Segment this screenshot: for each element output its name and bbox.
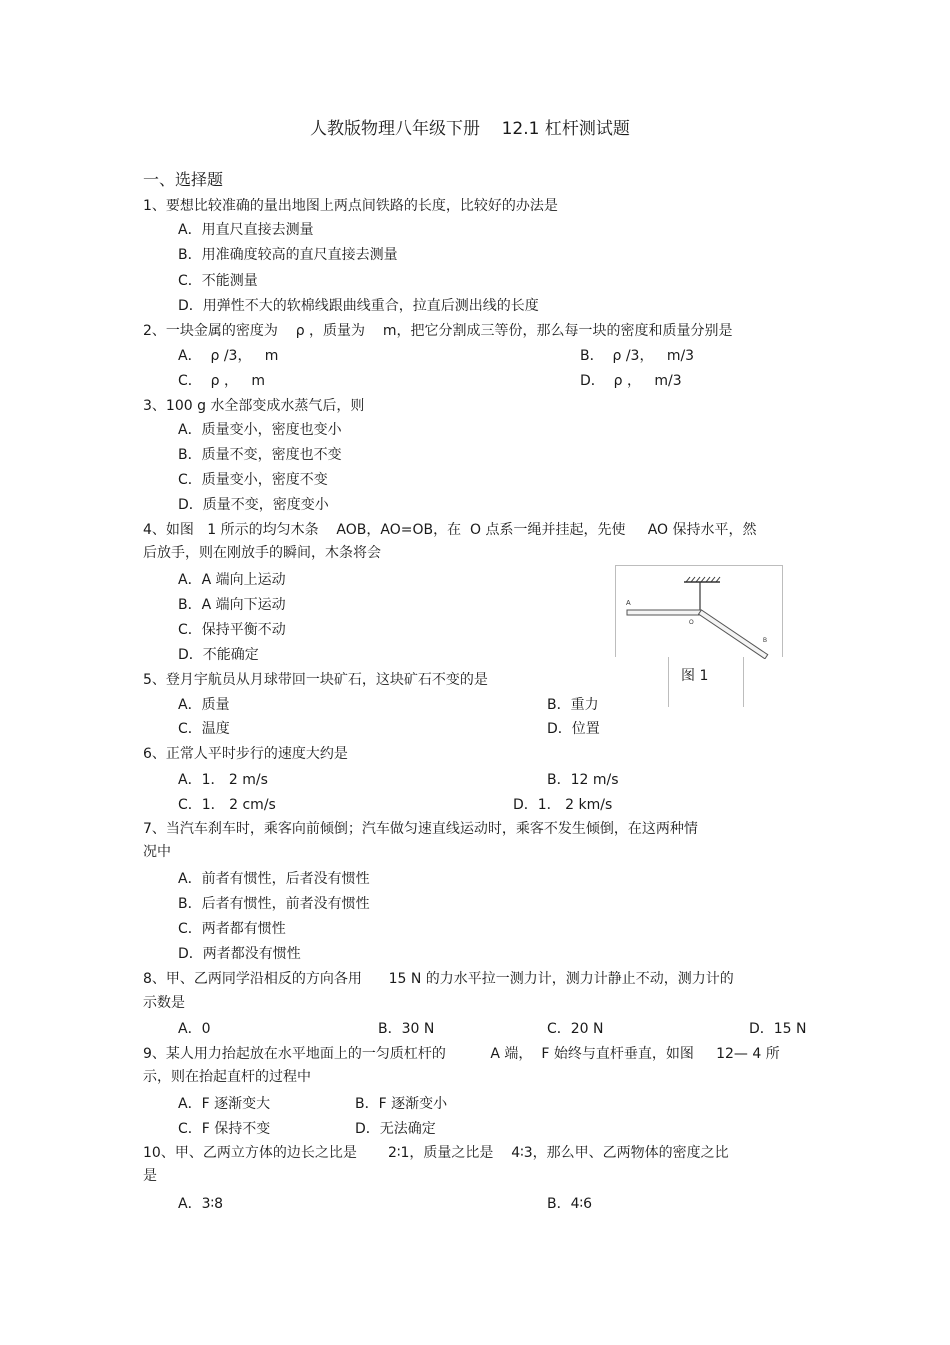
q3-option-d: D．质量不变，密度变小 — [178, 497, 329, 513]
q2-option-d: D． ρ ， m/3 — [580, 373, 682, 389]
q1-stem: 1、要想比较准确的量出地图上两点间铁路的长度，比较好的办法是 — [143, 198, 558, 214]
q4-option-b: B．A 端向下运动 — [178, 597, 286, 613]
label-a: A — [626, 600, 631, 607]
q8-option-b: B．30 N — [378, 1021, 435, 1037]
caption-frame-right — [743, 657, 744, 707]
q7-stem-line1: 7、当汽车刹车时，乘客向前倾倒；汽车做匀速直线运动时，乘客不发生倾倒，在这两种情 — [143, 821, 698, 837]
q4-option-a: A．A 端向上运动 — [178, 572, 286, 588]
bar-ao — [627, 610, 701, 615]
q5-option-d: D．位置 — [547, 721, 600, 737]
q5-option-a: A．质量 — [178, 697, 230, 713]
q1-option-b: B．用准确度较高的直尺直接去测量 — [178, 247, 398, 263]
q10-option-b: B．4∶6 — [547, 1196, 593, 1212]
q9-option-a: A．F 逐渐变大 — [178, 1096, 271, 1112]
q8-option-a: A．0 — [178, 1021, 211, 1037]
q3-option-c: C．质量变小，密度不变 — [178, 472, 328, 488]
q9-option-c: C．F 保持不变 — [178, 1121, 271, 1137]
q3-option-a: A．质量变小，密度也变小 — [178, 422, 342, 438]
doc-title: 人教版物理八年级下册 12.1 杠杆测试题 — [310, 119, 630, 139]
section-heading: 一、选择题 — [143, 170, 224, 189]
figure-caption: 图 1 — [681, 668, 709, 684]
q8-option-d: D．15 N — [749, 1021, 807, 1037]
q4-option-c: C．保持平衡不动 — [178, 622, 286, 638]
q6-option-b: B．12 m/s — [547, 772, 619, 788]
q7-option-a: A．前者有惯性，后者没有惯性 — [178, 871, 370, 887]
q1-option-c: C．不能测量 — [178, 273, 258, 289]
q9-stem-line2: 示，则在抬起直杆的过程中 — [143, 1069, 311, 1085]
q6-option-a: A．1． 2 m/s — [178, 772, 268, 788]
q5-option-b: B．重力 — [547, 697, 599, 713]
q1-option-a: A．用直尺直接去测量 — [178, 222, 314, 238]
q8-stem-line1: 8、甲、乙两同学沿相反的方向各用 15 N 的力水平拉一测力计，测力计静止不动，测力计的 — [143, 971, 734, 987]
q4-stem-line1: 4、如图 1 所示的均匀木条 AOB，AO=OB，在 O 点系一绳并挂起，先使 AO 保持水平，然 — [143, 522, 757, 538]
q3-option-b: B．质量不变，密度也不变 — [178, 447, 342, 463]
label-b: B — [763, 638, 768, 644]
q2-option-a: A． ρ /3， m — [178, 348, 279, 364]
q7-option-c: C．两者都有惯性 — [178, 921, 286, 937]
q10-option-a: A．3∶8 — [178, 1196, 224, 1212]
q10-stem-line1: 10、甲、乙两立方体的边长之比是 2∶1，质量之比是 4∶3，那么甲、乙两物体的密度之比 — [143, 1145, 729, 1161]
bar-ob — [699, 610, 768, 659]
q8-stem-line2: 示数是 — [143, 995, 185, 1011]
q3-stem: 3、100 g 水全部变成水蒸气后，则 — [143, 398, 365, 414]
q10-stem-line2: 是 — [143, 1168, 157, 1184]
label-o: O — [689, 620, 694, 626]
caption-frame-left — [668, 657, 669, 707]
q2-stem: 2、一块金属的密度为 ρ ，质量为 m，把它分割成三等份，那么每一块的密度和质量分别是 — [143, 323, 733, 339]
lever-figure — [614, 564, 784, 659]
q1-option-d: D．用弹性不大的软棉线跟曲线重合，拉直后测出线的长度 — [178, 298, 539, 314]
q2-option-b: B． ρ /3， m/3 — [580, 348, 695, 364]
q9-stem-line1: 9、某人用力抬起放在水平地面上的一匀质杠杆的 A 端， F 始终与直杆垂直，如图 12— 4 所 — [143, 1046, 780, 1062]
q7-option-b: B．后者有惯性，前者没有惯性 — [178, 896, 370, 912]
q5-stem: 5、登月宇航员从月球带回一块矿石，这块矿石不变的是 — [143, 672, 488, 688]
q9-option-d: D．无法确定 — [355, 1121, 436, 1137]
q4-option-d: D．不能确定 — [178, 647, 259, 663]
q6-option-c: C．1． 2 cm/s — [178, 797, 276, 813]
q9-option-b: B．F 逐渐变小 — [355, 1096, 448, 1112]
q7-stem-line2: 况中 — [143, 844, 171, 860]
q2-option-c: C． ρ ， m — [178, 373, 266, 389]
q6-stem: 6、正常人平时步行的速度大约是 — [143, 746, 348, 762]
q8-option-c: C．20 N — [547, 1021, 604, 1037]
q4-stem-line2: 后放手，则在刚放手的瞬间，木条将会 — [143, 545, 381, 561]
q5-option-c: C．温度 — [178, 721, 230, 737]
q6-option-d: D．1． 2 km/s — [513, 797, 613, 813]
q7-option-d: D．两者都没有惯性 — [178, 946, 301, 962]
